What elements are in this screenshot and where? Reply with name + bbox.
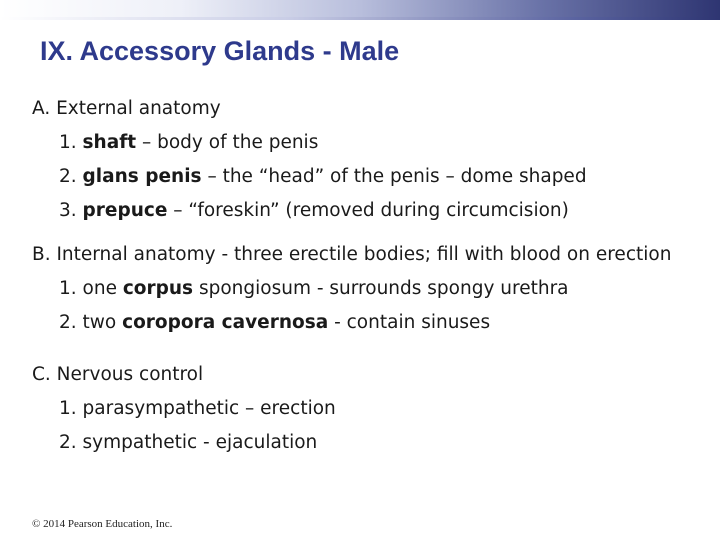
item-term: prepuce bbox=[82, 200, 168, 221]
item-prefix: 1. bbox=[59, 132, 83, 153]
item-term: glans penis bbox=[82, 166, 202, 187]
section-a-item-3 bbox=[32, 194, 692, 228]
item-term: coropora cavernosa bbox=[122, 312, 329, 333]
item-description: - contain sinuses bbox=[328, 312, 491, 333]
item-prefix: 2. two bbox=[59, 312, 123, 333]
section-c-item-1: 1. parasympathetic – erection bbox=[59, 398, 336, 419]
slide-body bbox=[32, 92, 692, 460]
section-b-item-1 bbox=[32, 272, 692, 306]
section-a-heading: A. External anatomy bbox=[32, 98, 221, 119]
section-b-item-2 bbox=[32, 306, 692, 340]
item-term: shaft bbox=[82, 132, 137, 153]
item-prefix: 1. one bbox=[59, 278, 123, 299]
copyright-footer: © 2014 Pearson Education, Inc. bbox=[32, 518, 173, 530]
section-c-item-2: 2. sympathetic - ejaculation bbox=[59, 432, 318, 453]
item-description: spongiosum - surrounds spongy urethra bbox=[193, 278, 569, 299]
section-c-heading: C. Nervous control bbox=[32, 364, 204, 385]
item-term: corpus bbox=[122, 278, 194, 299]
section-a-item-1 bbox=[32, 126, 692, 160]
section-spacer bbox=[32, 340, 692, 358]
item-description: – the “head” of the penis – dome shaped bbox=[201, 166, 587, 187]
item-description: – body of the penis bbox=[136, 132, 319, 153]
header-gradient-bar bbox=[0, 0, 720, 20]
section-spacer bbox=[32, 228, 692, 238]
item-prefix: 2. bbox=[59, 166, 83, 187]
section-b-heading: B. Internal anatomy - three erectile bodies; fill with blood on erection bbox=[32, 244, 672, 265]
item-description: – “foreskin” (removed during circumcision) bbox=[167, 200, 569, 221]
slide-title: IX. Accessory Glands - Male bbox=[40, 36, 400, 66]
item-prefix: 3. bbox=[59, 200, 83, 221]
section-a-item-2 bbox=[32, 160, 692, 194]
